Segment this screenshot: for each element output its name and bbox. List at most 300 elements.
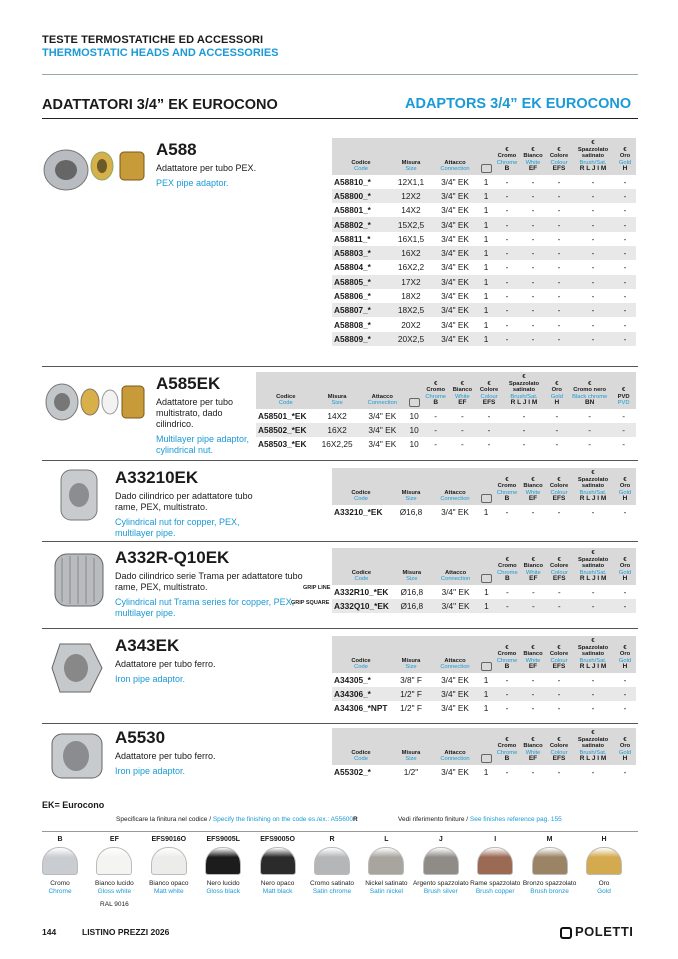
col-ef-line: White <box>525 657 541 664</box>
col-ef-line: EF <box>528 755 538 762</box>
col-b-line: € <box>505 476 509 483</box>
table-row <box>332 289 636 303</box>
price-value: - <box>623 262 627 273</box>
pack-qty: 1 <box>483 703 489 714</box>
col-b-line: B <box>433 399 439 406</box>
ek-note-text: EK= Eurocono <box>42 800 105 810</box>
col-b-line: Cromo <box>497 743 517 749</box>
col-b <box>494 728 520 765</box>
col-efs-line: Colore <box>549 153 569 159</box>
col-rljim-line: € <box>591 638 595 644</box>
col-ef-line: Bianco <box>452 387 473 393</box>
col-efs-line: EFS <box>552 495 566 502</box>
col-pack-icon <box>478 548 494 585</box>
col-h-line: Oro <box>619 563 631 569</box>
price-value: - <box>531 262 535 273</box>
size-value: 12X1,1 <box>397 176 425 187</box>
col-efs-line: € <box>557 736 561 743</box>
price-value: - <box>505 262 509 273</box>
col-b <box>494 138 520 175</box>
finish-swatch-j <box>413 836 469 896</box>
col-efs-line: € <box>557 476 561 483</box>
col-efs-line: Colore <box>479 387 499 393</box>
specify-note-en: Specify the finishing on the code es./ex.: A55600 <box>212 816 354 823</box>
col-size-line: Size <box>405 496 417 502</box>
price-value: - <box>505 506 509 517</box>
col-code-line: Codice <box>351 657 371 664</box>
brand-name: POLETTI <box>575 924 634 939</box>
price-value: - <box>623 674 627 685</box>
col-size-line: Misura <box>327 393 347 400</box>
finish-color-sample <box>260 847 296 875</box>
price-value: - <box>622 439 625 450</box>
col-pack-icon <box>478 138 494 175</box>
col-b <box>494 636 520 673</box>
col-code <box>332 636 390 673</box>
product-desc-en: Multilayer pipe adaptor, cylindrical nut. <box>156 434 250 455</box>
col-size-line: Misura <box>401 489 421 496</box>
price-value: - <box>531 674 535 685</box>
table-row <box>332 332 636 346</box>
finish-color-sample <box>423 847 459 875</box>
col-h-line: Gold <box>550 393 563 400</box>
specify-note-r: R <box>353 816 358 823</box>
product-code: A58811_* <box>334 233 371 244</box>
price-value: - <box>546 246 572 260</box>
size-value: 18X2 <box>401 291 421 302</box>
col-rljim-line: R L J I M <box>579 755 607 762</box>
col-rljim <box>572 138 614 175</box>
price-value: - <box>520 189 546 203</box>
col-ef-line: EF <box>529 575 538 582</box>
col-connection <box>359 372 406 409</box>
logo-mark-icon <box>560 927 572 939</box>
col-efs-line: Colour <box>550 749 568 756</box>
table-row <box>332 260 636 274</box>
col-pvd-line: PVD <box>617 400 630 406</box>
price-value: - <box>591 506 595 517</box>
product-desc-it: Adattatore per tubo ferro. <box>115 659 216 669</box>
col-bn-line: BN <box>584 399 595 406</box>
finish-name-it: Cromo <box>50 880 70 887</box>
price-value: - <box>557 766 561 777</box>
col-ef-line: Bianco <box>523 743 543 749</box>
pack-qty: 1 <box>483 205 489 216</box>
col-efs <box>546 548 572 585</box>
col-efs-line: Colore <box>549 651 569 657</box>
col-efs-line: € <box>487 380 491 387</box>
price-value: - <box>614 599 636 613</box>
finish-code: L <box>384 836 389 843</box>
price-value: - <box>531 703 535 714</box>
size-value: 15X2,5 <box>390 217 432 231</box>
price-value: - <box>572 189 614 203</box>
finish-swatch-m <box>522 836 578 896</box>
col-rljim-line: Spazzolato <box>577 644 609 651</box>
section-divider <box>42 118 638 119</box>
connection-value: 3/4" EK <box>432 687 478 701</box>
connection-value: 3/4" EK <box>441 262 469 273</box>
price-value: - <box>531 766 535 777</box>
col-size-line: Misura <box>401 159 421 166</box>
price-value: - <box>505 766 509 777</box>
connection-value: 3/4" EK <box>441 319 469 330</box>
col-h-line: Gold <box>618 749 632 756</box>
price-value: - <box>449 423 476 437</box>
col-h-line: H <box>622 165 628 172</box>
table-row <box>332 246 636 260</box>
finish-swatch-efs9005o <box>250 836 306 896</box>
col-b-line: Chrome <box>496 749 518 756</box>
connection-value: 3/4" EK <box>441 291 469 302</box>
col-code-line: Codice <box>276 393 296 400</box>
product-code: A58804_* <box>334 262 371 273</box>
col-b-line: € <box>505 644 509 651</box>
col-rljim-line: R L J I M <box>579 165 607 172</box>
finish-swatch-b <box>32 836 88 896</box>
price-value: - <box>531 586 535 597</box>
col-rljim-line: Brush/Sat. <box>579 489 607 496</box>
table-row <box>256 437 636 451</box>
price-value: - <box>460 439 464 450</box>
product-name: A33210EK <box>115 468 199 487</box>
col-h-line: H <box>554 399 560 406</box>
price-value: - <box>572 275 614 289</box>
product-code: A58810_* <box>334 176 371 187</box>
table-row <box>332 585 636 599</box>
price-value: - <box>460 410 464 421</box>
col-b-line: B <box>504 663 510 670</box>
price-value: - <box>505 674 509 685</box>
finish-name-it: Bianco opaco <box>149 880 189 887</box>
price-value: - <box>557 176 561 187</box>
col-h-line: € <box>623 146 627 153</box>
connection-value: 3/4" EK <box>441 176 469 187</box>
finish-color-sample <box>205 847 241 875</box>
price-value: - <box>557 586 561 597</box>
finish-swatch-l <box>358 836 414 896</box>
table-row <box>332 217 636 231</box>
col-code-line: Code <box>354 756 368 762</box>
col-b-line: € <box>505 556 509 563</box>
table-row <box>332 175 636 189</box>
col-connection-line: Attacco <box>444 657 466 664</box>
finish-name-it: Bronzo spazzolato <box>522 880 577 887</box>
price-value: - <box>505 319 509 330</box>
price-value: - <box>623 291 627 302</box>
col-ef-line: White <box>525 159 541 166</box>
table-row <box>332 275 636 289</box>
connection-value: 3/4" EK <box>441 506 469 517</box>
col-bn-line: € <box>588 380 592 387</box>
size-value: 3/8" F <box>400 674 422 685</box>
table-row <box>332 701 636 715</box>
col-h-line: H <box>622 495 628 502</box>
product-desc-en: PEX pipe adaptor. <box>156 178 229 188</box>
col-h-line: Gold <box>618 159 632 166</box>
page-number: 144 <box>42 927 57 937</box>
connection-value: 3/4" EK <box>441 703 469 714</box>
product-code: A58809_* <box>332 332 390 346</box>
price-value: - <box>546 217 572 231</box>
product-code: A58501_*EK <box>258 410 307 421</box>
col-code <box>332 138 390 175</box>
connection-value: 3/4" EK <box>432 303 478 317</box>
finish-name-en: Brush copper <box>475 888 515 895</box>
price-value: - <box>568 423 611 437</box>
price-value: - <box>572 687 614 701</box>
price-value: - <box>623 233 627 244</box>
size-value: 1/2" F <box>400 703 422 714</box>
a5530-product-image <box>48 728 110 786</box>
finish-extra: RAL 9016 <box>100 901 129 908</box>
finish-name-en: Brush silver <box>423 888 458 895</box>
finish-code: J <box>438 836 443 843</box>
col-ef <box>520 548 546 585</box>
price-value: - <box>494 332 520 346</box>
pack-qty: 1 <box>478 275 494 289</box>
finish-name-en: Satin chrome <box>312 888 352 895</box>
col-b <box>494 468 520 505</box>
price-value: - <box>422 423 449 437</box>
col-b <box>422 372 449 409</box>
finish-color-sample <box>96 847 132 875</box>
finish-color-sample <box>314 847 350 875</box>
col-ef-line: € <box>531 644 535 651</box>
col-h-line: Gold <box>618 489 632 496</box>
grip-square-label: GRIP SQUARE <box>291 600 330 606</box>
pack-qty: 10 <box>406 423 422 437</box>
price-value: - <box>505 233 509 244</box>
col-efs-line: EFS <box>552 165 566 172</box>
product-code: A34306_*NPT <box>334 703 388 714</box>
finish-name-it: Bianco lucido <box>95 880 134 887</box>
product-desc-en: Iron pipe adaptor. <box>115 766 186 776</box>
col-size <box>390 468 432 505</box>
finish-swatch-r <box>304 836 360 896</box>
col-h <box>614 548 636 585</box>
price-value: - <box>546 189 572 203</box>
product-code: A58800_* <box>332 189 390 203</box>
product-code: A58801_* <box>334 205 371 216</box>
col-rljim-line: € <box>591 550 595 556</box>
col-connection-line: Connection <box>367 400 397 406</box>
table-header-row <box>332 138 636 175</box>
price-value: - <box>614 275 636 289</box>
col-code <box>332 728 390 765</box>
product-code: A58806_* <box>334 291 371 302</box>
reference-note-it: Vedi riferimento finiture / <box>398 816 470 823</box>
col-h-line: Oro <box>619 483 631 489</box>
table-row <box>332 673 636 687</box>
col-b-line: Chrome <box>497 569 518 576</box>
col-h-line: H <box>622 575 628 582</box>
price-value: - <box>623 506 627 517</box>
price-value: - <box>572 246 614 260</box>
size-value: 14X2 <box>327 410 347 421</box>
col-b-line: Chrome <box>425 393 446 400</box>
product-a343ek <box>115 636 315 685</box>
col-pack-icon <box>478 636 494 673</box>
col-efs <box>476 372 503 409</box>
package-icon <box>409 398 420 407</box>
product-desc-it: Adattatore per tubo PEX. <box>156 163 257 173</box>
col-code-line: Codice <box>351 489 371 496</box>
col-connection <box>432 728 478 765</box>
header-title-en: THERMOSTATIC HEADS AND ACCESSORIES <box>42 47 279 59</box>
a332r-q10ek-product-image <box>52 548 106 610</box>
price-value: - <box>546 599 572 613</box>
product-desc-en: Cylindrical nut for copper, PEX, multilayer pipe. <box>115 517 240 538</box>
price-value: - <box>557 205 561 216</box>
a33210ek-price-table <box>332 468 636 519</box>
col-ef <box>520 468 546 505</box>
poletti-logo <box>560 924 633 939</box>
size-value: Ø16,8 <box>400 586 424 597</box>
col-code <box>256 372 316 409</box>
col-size-line: Size <box>331 400 343 406</box>
col-h <box>614 636 636 673</box>
col-rljim-line: R L J I M <box>510 399 538 406</box>
product-divider <box>42 723 638 724</box>
price-value: - <box>531 205 535 216</box>
col-h-line: Gold <box>618 657 632 664</box>
product-code: A58502_*EK <box>256 423 316 437</box>
size-value: 16X2 <box>390 246 432 260</box>
pack-qty: 1 <box>483 319 489 330</box>
price-value: - <box>531 291 535 302</box>
col-b-line: Cromo <box>497 651 517 657</box>
finish-color-sample <box>151 847 187 875</box>
col-efs-line: Colore <box>549 483 569 489</box>
a585ek-price-table <box>256 372 636 451</box>
table-row <box>332 317 636 331</box>
col-h-line: H <box>622 755 628 762</box>
finish-color-sample <box>368 847 404 875</box>
finish-name-it: Nero opaco <box>260 880 295 887</box>
col-efs-line: € <box>557 146 561 153</box>
size-value: Ø16,8 <box>399 506 423 517</box>
col-ef-line: EF <box>528 165 538 172</box>
pack-qty: 1 <box>484 586 489 597</box>
col-h-line: € <box>555 380 559 387</box>
col-ef-line: Bianco <box>523 483 543 489</box>
price-value: - <box>520 275 546 289</box>
connection-value: 3/4" EK <box>441 674 469 685</box>
pack-qty: 1 <box>478 599 494 613</box>
finish-code: R <box>329 836 335 843</box>
col-b-line: Cromo <box>498 563 517 569</box>
col-b-line: € <box>434 380 438 387</box>
col-rljim-line: Brush/Sat. <box>579 159 607 166</box>
connection-value: 3/4" EK <box>368 439 397 450</box>
price-value: - <box>611 423 636 437</box>
finish-name-it: Cromo satinato <box>309 880 355 887</box>
col-pvd-line: € <box>622 387 626 393</box>
finish-name-en: Gloss black <box>206 888 240 895</box>
finish-code: EFS9005L <box>206 836 240 843</box>
col-rljim-line: satinato <box>582 563 605 569</box>
col-h <box>546 372 569 409</box>
col-pack-icon <box>478 728 494 765</box>
product-desc-it: Dado cilindrico serie Trama per adattatore tubo rame, PEX, multistrato. <box>115 571 303 592</box>
price-value: - <box>557 233 561 244</box>
col-connection-line: Attacco <box>444 159 466 166</box>
finish-color-sample <box>477 847 513 875</box>
col-connection-line: Connection <box>440 664 470 670</box>
price-value: - <box>546 275 572 289</box>
product-code: A58503_*EK <box>258 439 307 450</box>
finish-code: M <box>546 836 553 843</box>
price-value: - <box>591 262 595 273</box>
pack-qty: 1 <box>483 766 489 777</box>
a332r-q10ek-price-table <box>332 548 636 613</box>
finish-swatch-h <box>576 836 632 896</box>
price-value: - <box>555 439 559 450</box>
price-value: - <box>531 319 535 330</box>
col-rljim-line: Brush/Sat. <box>510 393 538 400</box>
col-size <box>391 548 433 585</box>
price-value: - <box>520 246 546 260</box>
col-b-line: Cromo <box>426 387 446 393</box>
product-desc-it: Adattatore per tubo multistrato, dado cilindrico. <box>156 397 234 429</box>
col-rljim-line: Brush/Sat. <box>579 569 607 576</box>
table-row <box>332 232 636 246</box>
product-code: A58803_* <box>332 246 390 260</box>
size-value: 1/2" F <box>390 687 432 701</box>
col-connection-line: Connection <box>440 756 470 762</box>
product-code: A58802_* <box>332 217 390 231</box>
col-size <box>390 138 432 175</box>
col-h-line: Oro <box>619 153 631 159</box>
package-icon <box>481 574 492 583</box>
size-value: 14X2 <box>401 205 421 216</box>
product-divider <box>42 366 638 367</box>
price-value: - <box>614 217 636 231</box>
size-value: 16X2,2 <box>397 262 425 273</box>
price-value: - <box>614 189 636 203</box>
product-code: A58808_* <box>334 319 371 330</box>
price-value: - <box>614 246 636 260</box>
finish-code: H <box>601 836 607 843</box>
price-value: - <box>623 205 627 216</box>
grip-line-label: GRIP LINE <box>303 585 331 591</box>
price-value: - <box>522 410 526 421</box>
product-name: A332R-Q10EK <box>115 548 230 567</box>
connection-value: 3/4" EK <box>441 766 469 777</box>
price-value: - <box>623 176 627 187</box>
connection-value: 3/4" EK <box>359 423 406 437</box>
col-efs-line: Colour <box>480 393 498 400</box>
col-h-line: € <box>623 736 627 743</box>
size-value: 12X2 <box>390 189 432 203</box>
pack-qty: 1 <box>478 217 494 231</box>
table-row <box>256 423 636 437</box>
price-value: - <box>591 766 595 777</box>
col-ef-line: EF <box>458 399 467 406</box>
col-rljim-line: R L J I M <box>579 575 607 582</box>
price-value: - <box>546 332 572 346</box>
pack-qty: 1 <box>483 506 489 517</box>
price-value: - <box>614 303 636 317</box>
col-rljim <box>572 468 614 505</box>
price-value: - <box>494 189 520 203</box>
col-h-line: Oro <box>619 651 631 657</box>
table-row <box>332 189 636 203</box>
col-rljim-line: satinato <box>581 651 605 657</box>
price-value: - <box>591 205 595 216</box>
col-rljim-line: Spazzolato <box>577 736 609 743</box>
